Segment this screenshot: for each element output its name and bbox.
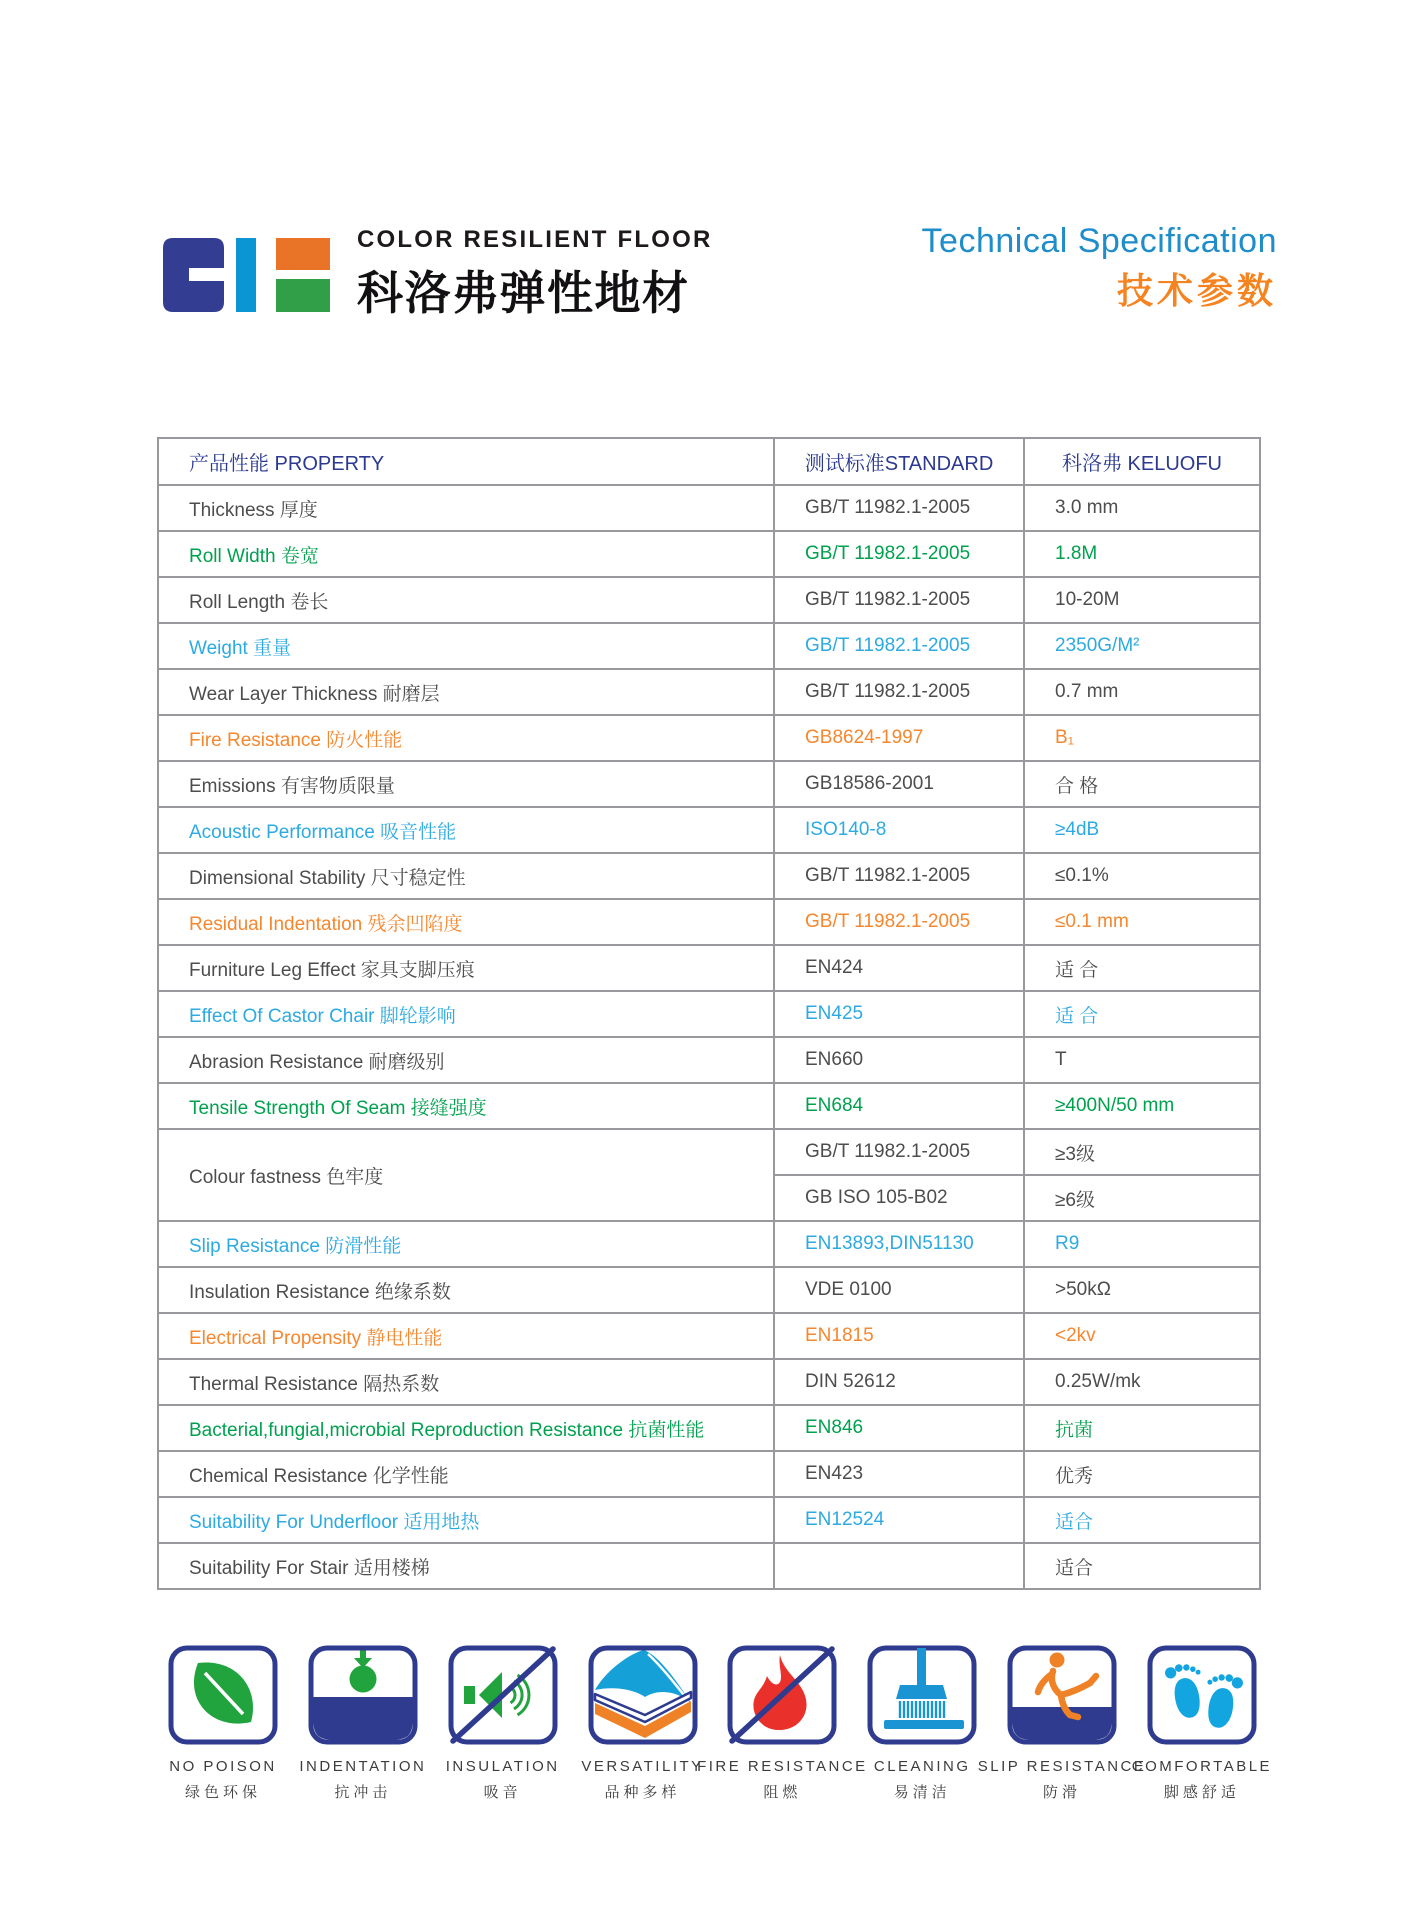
slip-person-icon	[1007, 1645, 1117, 1745]
standard-cell: GB/T 11982.1-2005	[774, 531, 1024, 577]
standard-cell: EN660	[774, 1037, 1024, 1083]
property-cell: Suitability For Stair 适用楼梯	[158, 1543, 774, 1589]
feature-label-cn: 吸音	[483, 1784, 522, 1801]
value-cell: ≥6级	[1024, 1175, 1260, 1221]
feature-item	[1131, 1645, 1273, 1802]
table-row	[158, 1037, 1260, 1083]
footprints-icon	[1147, 1645, 1257, 1745]
value-cell: 适 合	[1024, 991, 1260, 1037]
standard-cell: EN423	[774, 1451, 1024, 1497]
standard-cell	[774, 1543, 1024, 1589]
page-title-en: Technical Specification	[921, 222, 1277, 260]
sound-insulation-icon	[448, 1645, 558, 1745]
standard-cell: GB/T 11982.1-2005	[774, 899, 1024, 945]
standard-cell: GB8624-1997	[774, 715, 1024, 761]
feature-icon-box	[867, 1645, 977, 1745]
standard-cell: EN12524	[774, 1497, 1024, 1543]
property-cell: Furniture Leg Effect 家具支脚压痕	[158, 945, 774, 991]
feature-item	[977, 1645, 1147, 1802]
value-cell: 0.7 mm	[1024, 669, 1260, 715]
no-fire-icon	[727, 1645, 837, 1745]
value-cell: 3.0 mm	[1024, 485, 1260, 531]
table-row	[158, 853, 1260, 899]
feature-label-en: COMFORTABLE	[1131, 1758, 1273, 1775]
feature-label-en: INSULATION	[445, 1758, 560, 1775]
page-title-cn: 技术参数	[1116, 270, 1277, 311]
feature-item	[445, 1645, 560, 1802]
property-cell: Chemical Resistance 化学性能	[158, 1451, 774, 1497]
header-value: 科洛弗 KELUOFU	[1024, 438, 1260, 485]
value-cell: T	[1024, 1037, 1260, 1083]
brand-name-en: COLOR RESILIENT FLOOR	[357, 226, 713, 253]
value-cell: ≤0.1%	[1024, 853, 1260, 899]
brand-logo	[163, 226, 713, 323]
property-cell: Electrical Propensity 静电性能	[158, 1313, 774, 1359]
value-cell: ≤0.1 mm	[1024, 899, 1260, 945]
value-cell: ≥4dB	[1024, 807, 1260, 853]
brand-text	[357, 226, 713, 323]
broom-icon	[867, 1645, 977, 1745]
property-cell: Roll Width 卷宽	[158, 531, 774, 577]
layers-icon	[588, 1645, 698, 1745]
feature-item	[697, 1645, 868, 1802]
feature-label-en: SLIP RESISTANCE	[977, 1758, 1147, 1775]
spec-table-body	[158, 485, 1260, 1589]
standard-cell: ISO140-8	[774, 807, 1024, 853]
table-row	[158, 1497, 1260, 1543]
table-header-row	[158, 438, 1260, 485]
standard-cell: EN13893,DIN51130	[774, 1221, 1024, 1267]
value-cell: 10-20M	[1024, 577, 1260, 623]
feature-icon-box	[1147, 1645, 1257, 1745]
value-cell: >50kΩ	[1024, 1267, 1260, 1313]
feature-label-cn: 脚感舒适	[1163, 1784, 1240, 1801]
table-row	[158, 945, 1260, 991]
table-row	[158, 807, 1260, 853]
feature-icon-box	[727, 1645, 837, 1745]
property-cell: Emissions 有害物质限量	[158, 761, 774, 807]
table-row	[158, 1405, 1260, 1451]
table-row	[158, 1359, 1260, 1405]
table-row	[158, 761, 1260, 807]
brand-logo-icon	[163, 238, 330, 312]
value-cell: ≥3级	[1024, 1129, 1260, 1175]
property-cell: Slip Resistance 防滑性能	[158, 1221, 774, 1267]
table-row	[158, 715, 1260, 761]
standard-cell: EN1815	[774, 1313, 1024, 1359]
value-cell: 优秀	[1024, 1451, 1260, 1497]
table-row	[158, 485, 1260, 531]
feature-icon-box	[448, 1645, 558, 1745]
value-cell: ≥400N/50 mm	[1024, 1083, 1260, 1129]
feature-item	[299, 1645, 427, 1802]
value-cell: 0.25W/mk	[1024, 1359, 1260, 1405]
value-cell: B₁	[1024, 715, 1260, 761]
value-cell: 适 合	[1024, 945, 1260, 991]
feature-label-cn: 防滑	[1043, 1784, 1082, 1801]
header-standard: 测试标准STANDARD	[774, 438, 1024, 485]
property-cell: Wear Layer Thickness 耐磨层	[158, 669, 774, 715]
property-cell: Insulation Resistance 绝缘系数	[158, 1267, 774, 1313]
header-property: 产品性能 PROPERTY	[158, 438, 774, 485]
feature-label-cn: 抗冲击	[334, 1784, 392, 1801]
table-row	[158, 1313, 1260, 1359]
table-row	[158, 1267, 1260, 1313]
feature-label-en: VERSATILITY	[581, 1758, 704, 1775]
feature-label-cn: 绿色环保	[184, 1784, 261, 1801]
feature-label-en: INDENTATION	[299, 1758, 427, 1775]
table-row	[158, 899, 1260, 945]
standard-cell: VDE 0100	[774, 1267, 1024, 1313]
table-row	[158, 1451, 1260, 1497]
feature-label-cn: 品种多样	[604, 1784, 681, 1801]
standard-cell: GB/T 11982.1-2005	[774, 669, 1024, 715]
spec-table	[157, 437, 1261, 1590]
feature-row	[168, 1645, 1273, 1802]
property-cell: Residual Indentation 残余凹陷度	[158, 899, 774, 945]
feature-label-en: CLEANING	[873, 1758, 971, 1775]
feature-icon-box	[168, 1645, 278, 1745]
property-cell: Suitability For Underfloor 适用地热	[158, 1497, 774, 1543]
property-cell: Effect Of Castor Chair 脚轮影响	[158, 991, 774, 1037]
standard-cell: EN425	[774, 991, 1024, 1037]
table-row	[158, 531, 1260, 577]
property-cell: Thickness 厚度	[158, 485, 774, 531]
property-cell: Dimensional Stability 尺寸稳定性	[158, 853, 774, 899]
standard-cell: GB/T 11982.1-2005	[774, 577, 1024, 623]
feature-icon-box	[588, 1645, 698, 1745]
leaf-icon	[168, 1645, 278, 1745]
table-row	[158, 1083, 1260, 1129]
value-cell: 适合	[1024, 1497, 1260, 1543]
table-row	[158, 1129, 1260, 1175]
property-cell: Tensile Strength Of Seam 接缝强度	[158, 1083, 774, 1129]
feature-item	[581, 1645, 704, 1802]
standard-cell: DIN 52612	[774, 1359, 1024, 1405]
standard-cell: GB18586-2001	[774, 761, 1024, 807]
table-row	[158, 577, 1260, 623]
table-row	[158, 623, 1260, 669]
property-cell: Fire Resistance 防火性能	[158, 715, 774, 761]
brand-name-cn: 科洛弗弹性地材	[357, 267, 690, 319]
value-cell: 1.8M	[1024, 531, 1260, 577]
property-cell: Abrasion Resistance 耐磨级别	[158, 1037, 774, 1083]
logo-mark	[163, 238, 330, 312]
table-row	[158, 1543, 1260, 1589]
table-row	[158, 1221, 1260, 1267]
standard-cell: EN846	[774, 1405, 1024, 1451]
standard-cell: EN424	[774, 945, 1024, 991]
feature-icon-box	[1007, 1645, 1117, 1745]
property-cell: Roll Length 卷长	[158, 577, 774, 623]
value-cell: 2350G/M²	[1024, 623, 1260, 669]
page-title	[922, 222, 1277, 314]
standard-cell: GB/T 11982.1-2005	[774, 853, 1024, 899]
value-cell: 合 格	[1024, 761, 1260, 807]
standard-cell: GB ISO 105-B02	[774, 1175, 1024, 1221]
property-cell: Weight 重量	[158, 623, 774, 669]
property-cell: Colour fastness 色牢度	[158, 1129, 774, 1221]
feature-icon-box	[308, 1645, 418, 1745]
value-cell: 适合	[1024, 1543, 1260, 1589]
table-row	[158, 669, 1260, 715]
property-cell: Acoustic Performance 吸音性能	[158, 807, 774, 853]
indentation-icon	[308, 1645, 418, 1745]
standard-cell: GB/T 11982.1-2005	[774, 1129, 1024, 1175]
feature-label-cn: 易清洁	[893, 1784, 951, 1801]
standard-cell: GB/T 11982.1-2005	[774, 623, 1024, 669]
feature-label-en: NO POISON	[169, 1758, 277, 1775]
table-row	[158, 991, 1260, 1037]
feature-label-en: FIRE RESISTANCE	[697, 1758, 868, 1775]
feature-label-cn: 阻燃	[763, 1784, 802, 1801]
feature-item	[867, 1645, 977, 1802]
standard-cell: GB/T 11982.1-2005	[774, 485, 1024, 531]
value-cell: <2kv	[1024, 1313, 1260, 1359]
feature-item	[168, 1645, 278, 1802]
property-cell: Thermal Resistance 隔热系数	[158, 1359, 774, 1405]
property-cell: Bacterial,fungial,microbial Reproduction Resistance 抗菌性能	[158, 1405, 774, 1451]
value-cell: 抗菌	[1024, 1405, 1260, 1451]
standard-cell: EN684	[774, 1083, 1024, 1129]
value-cell: R9	[1024, 1221, 1260, 1267]
